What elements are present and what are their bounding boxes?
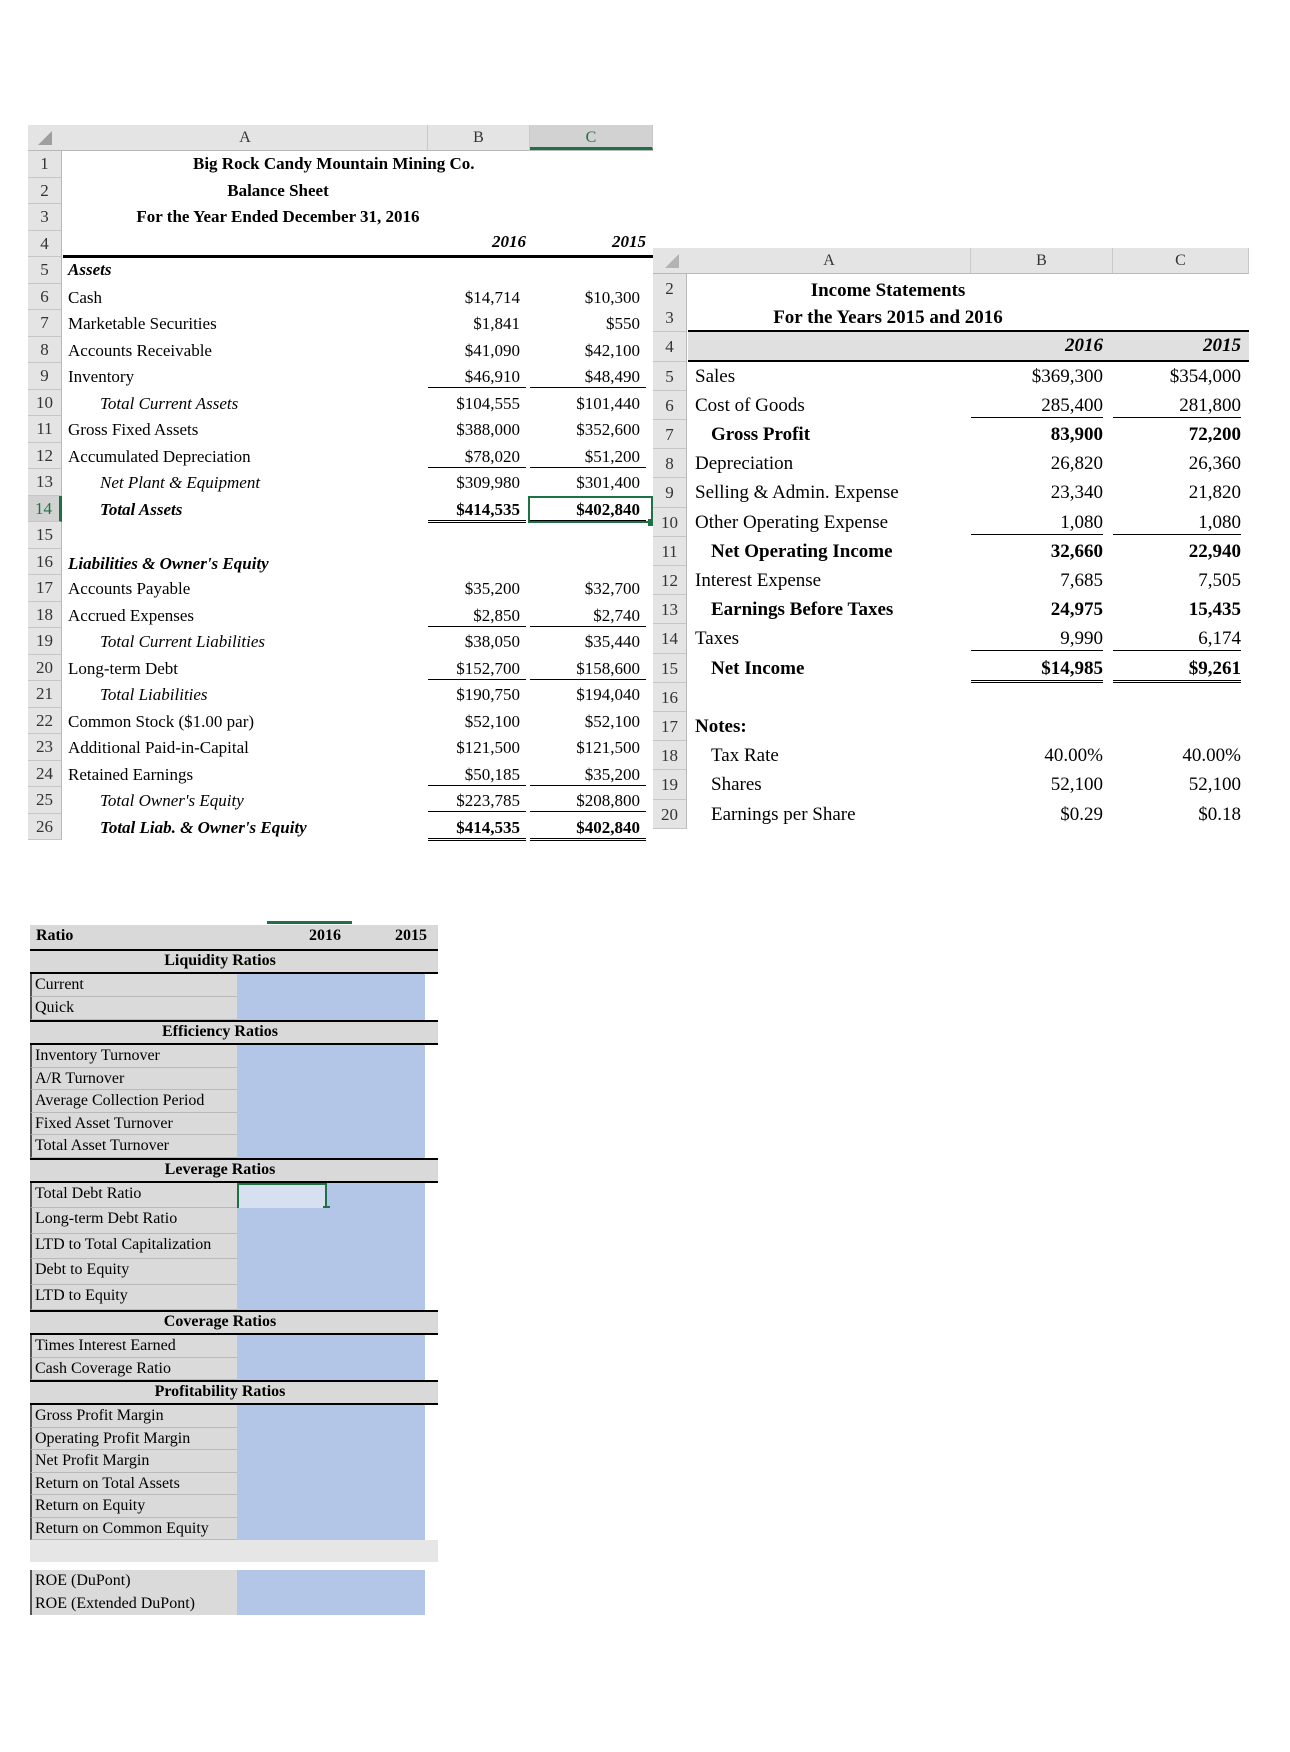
ratio-label-profitability: Gross Profit Margin xyxy=(35,1407,164,1424)
is-value-2016[interactable]: 24,975 xyxy=(1050,599,1103,621)
is-value-2015[interactable]: 72,200 xyxy=(1188,424,1241,445)
ratio-input-cell[interactable] xyxy=(237,1405,425,1428)
bs-row-number[interactable]: 2 xyxy=(28,178,62,205)
bs-col-b[interactable]: B xyxy=(428,125,530,150)
bs-value-2015[interactable]: $48,490 xyxy=(530,367,646,388)
bs-value-2016[interactable]: $121,500 xyxy=(456,738,520,757)
bs-row-number[interactable]: 20 xyxy=(28,655,62,682)
bs-value-2016[interactable]: $2,850 xyxy=(428,606,526,627)
ratio-input-cell[interactable] xyxy=(237,1593,425,1616)
ratio-input-cell[interactable] xyxy=(237,1068,425,1091)
is-value-2015[interactable]: $354,000 xyxy=(1169,365,1241,387)
is-value-2016[interactable]: 23,340 xyxy=(1050,482,1103,504)
bs-row-label: Total Owner's Equity xyxy=(100,791,244,810)
is-row-number[interactable]: 10 xyxy=(653,508,687,537)
bs-row-number[interactable]: 15 xyxy=(28,522,62,549)
bs-col-c[interactable]: C xyxy=(530,125,653,150)
section-title-coverage: Coverage Ratios xyxy=(163,1313,277,1330)
bs-liab-heading: Liabilities & Owner's Equity xyxy=(68,553,269,573)
is-row-label: Sales xyxy=(695,365,736,387)
bs-row-number[interactable]: 21 xyxy=(28,681,62,708)
bs-year-2016: 2016 xyxy=(492,231,526,251)
ratio-template xyxy=(30,925,480,1705)
is-row-label: Taxes xyxy=(695,628,740,650)
is-value-2016[interactable]: 32,660 xyxy=(1050,540,1103,562)
bs-value-2015[interactable]: $42,100 xyxy=(584,340,640,360)
bs-value-2015[interactable]: $101,440 xyxy=(576,393,640,413)
column-indicator xyxy=(267,921,352,924)
bs-row-number[interactable]: 19 xyxy=(28,628,62,655)
bs-row-number[interactable]: 7 xyxy=(28,310,62,337)
is-value-2016[interactable]: 1,080 xyxy=(971,512,1103,535)
is-note-2016[interactable]: 40.00% xyxy=(1044,745,1103,767)
bs-value-2016[interactable]: $104,555 xyxy=(456,393,520,413)
is-note-2015[interactable]: 40.00% xyxy=(1182,745,1241,767)
bs-value-2016[interactable]: $78,020 xyxy=(428,447,526,468)
bs-row-number[interactable]: 3 xyxy=(28,204,62,231)
ratio-input-cell[interactable] xyxy=(237,1358,425,1381)
ratio-label-efficiency: Average Collection Period xyxy=(35,1092,205,1109)
ratio-input-cell[interactable] xyxy=(237,1335,425,1358)
bs-row-label: Common Stock ($1.00 par) xyxy=(68,711,255,731)
is-value-2015[interactable]: 281,800 xyxy=(1113,395,1241,418)
is-col-c[interactable]: C xyxy=(1113,248,1249,273)
ratio-input-cell[interactable] xyxy=(237,1428,425,1451)
is-row-number[interactable]: 4 xyxy=(653,332,687,361)
bs-value-2016[interactable]: $414,535 xyxy=(428,818,526,841)
bs-row-number[interactable]: 4 xyxy=(28,231,62,258)
ratio-label-liquidity: Current xyxy=(35,976,84,993)
is-value-2016[interactable]: 285,400 xyxy=(971,395,1103,418)
bs-row-number[interactable]: 11 xyxy=(28,416,62,443)
is-row-number[interactable]: 13 xyxy=(653,595,687,624)
bs-value-2015[interactable]: $35,440 xyxy=(584,632,640,651)
bs-row-label: Marketable Securities xyxy=(68,314,217,333)
ratio-label-leverage: LTD to Total Capitalization xyxy=(35,1235,212,1253)
bs-value-2015[interactable]: $301,400 xyxy=(576,473,640,492)
is-col-b[interactable]: B xyxy=(971,248,1113,273)
is-header-rule-2 xyxy=(688,360,1249,362)
ratio-label-leverage: Total Debt Ratio xyxy=(35,1184,142,1202)
ratio-label-leverage: LTD to Equity xyxy=(35,1286,128,1304)
bs-header-rule xyxy=(63,255,653,258)
is-note-label: Earnings per Share xyxy=(711,803,856,825)
bs-value-2016[interactable]: $41,090 xyxy=(464,340,520,360)
ratio-input-cell[interactable] xyxy=(237,1234,425,1260)
bs-row-number[interactable]: 18 xyxy=(28,602,62,629)
is-row-number[interactable]: 18 xyxy=(653,741,687,770)
ratio-label-leverage: Long-term Debt Ratio xyxy=(35,1210,178,1227)
bs-row-number[interactable]: 13 xyxy=(28,469,62,496)
bs-value-2015[interactable]: $194,040 xyxy=(576,685,640,704)
is-row-label: Cost of Goods xyxy=(695,394,805,416)
bs-value-2015[interactable]: $352,600 xyxy=(576,420,640,439)
bs-row-number[interactable]: 10 xyxy=(28,390,62,417)
is-row-label: Interest Expense xyxy=(695,570,822,591)
is-note-2015[interactable]: $0.18 xyxy=(1198,803,1241,825)
bs-row-label: Total Current Liabilities xyxy=(100,632,266,651)
ratio-label-leverage: Debt to Equity xyxy=(35,1261,130,1278)
is-row-number[interactable]: 5 xyxy=(653,362,687,391)
bs-value-2016[interactable]: $35,200 xyxy=(464,579,520,598)
is-year-2015: 2015 xyxy=(1203,335,1241,357)
bs-value-2015[interactable]: $121,500 xyxy=(576,738,640,757)
ratio-header-2016: 2016 xyxy=(309,927,341,944)
bs-row-number[interactable]: 5 xyxy=(28,257,62,284)
bs-row-label: Additional Paid-in-Capital xyxy=(68,738,249,757)
is-row-number[interactable]: 16 xyxy=(653,683,687,712)
is-row-label: Selling & Admin. Expense xyxy=(695,482,899,504)
bs-row-number[interactable]: 9 xyxy=(28,363,62,390)
bs-row-label: Total Liabilities xyxy=(100,685,208,704)
bs-row-label: Accumulated Depreciation xyxy=(68,446,251,466)
bs-row-number[interactable]: 1 xyxy=(28,151,62,178)
is-value-2015[interactable]: 7,505 xyxy=(1198,570,1241,591)
is-row-number[interactable]: 9 xyxy=(653,478,687,507)
bs-row-label: Gross Fixed Assets xyxy=(68,420,199,439)
is-note-2016[interactable]: 52,100 xyxy=(1050,774,1103,796)
is-note-2015[interactable]: 52,100 xyxy=(1188,774,1241,796)
bs-row-number[interactable]: 6 xyxy=(28,284,62,311)
bs-row-number[interactable]: 23 xyxy=(28,734,62,761)
bs-value-2016[interactable]: $52,100 xyxy=(464,711,520,731)
ratio-header-label: Ratio xyxy=(36,927,74,944)
bs-value-2015[interactable]: $2,740 xyxy=(530,606,646,627)
bs-row-number[interactable]: 17 xyxy=(28,575,62,602)
is-row-label: Earnings Before Taxes xyxy=(711,599,894,621)
bs-row-label: Total Current Assets xyxy=(100,393,239,413)
ratio-input-cell[interactable] xyxy=(237,1473,425,1496)
is-value-2016[interactable]: 9,990 xyxy=(971,628,1103,651)
ratio-label-profitability: Net Profit Margin xyxy=(35,1452,150,1469)
ratio-input-cell[interactable] xyxy=(237,1570,425,1593)
is-value-2015[interactable]: 26,360 xyxy=(1188,453,1241,475)
bs-title: Balance Sheet xyxy=(227,180,329,200)
section-title-efficiency: Efficiency Ratios xyxy=(162,1023,278,1040)
is-row-number[interactable]: 8 xyxy=(653,449,687,478)
is-row-number[interactable]: 12 xyxy=(653,566,687,595)
ratio-input-cell[interactable] xyxy=(237,1495,425,1518)
ratio-label-profitability: Return on Common Equity xyxy=(35,1519,209,1537)
balance-sheet xyxy=(28,110,658,860)
blank-row xyxy=(30,1540,438,1562)
bs-company-title: Big Rock Candy Mountain Mining Co. xyxy=(193,154,475,173)
bs-row-number[interactable]: 12 xyxy=(28,443,62,470)
ratio-label-efficiency: Inventory Turnover xyxy=(35,1047,160,1064)
is-row-label: Gross Profit xyxy=(711,424,811,445)
is-row-number[interactable]: 2 xyxy=(653,274,687,323)
bs-row-number[interactable]: 14 xyxy=(28,496,62,523)
ratio-label-dupont: ROE (DuPont) xyxy=(35,1572,131,1589)
ratio-header-2015: 2015 xyxy=(395,927,427,944)
bs-column-headers xyxy=(28,125,653,151)
is-year-2016: 2016 xyxy=(1065,335,1103,357)
ratio-label-coverage: Times Interest Earned xyxy=(35,1337,176,1354)
is-note-label: Shares xyxy=(711,774,762,796)
is-note-2016[interactable]: $0.29 xyxy=(1060,803,1103,825)
active-ratio-cell[interactable] xyxy=(237,1183,327,1211)
is-value-2016[interactable]: 26,820 xyxy=(1050,453,1103,475)
section-title-profitability: Profitability Ratios xyxy=(154,1383,286,1400)
bs-value-2016[interactable]: $223,785 xyxy=(428,791,526,812)
active-cell-selection[interactable] xyxy=(528,496,653,524)
bs-row-label: Long-term Debt xyxy=(68,658,178,678)
ratio-label-profitability: Operating Profit Margin xyxy=(35,1429,191,1447)
bs-value-2015[interactable]: $402,840 xyxy=(530,500,646,523)
is-period: For the Years 2015 and 2016 xyxy=(773,307,1003,329)
is-value-2015[interactable]: 22,940 xyxy=(1188,540,1241,562)
is-value-2016[interactable]: 7,685 xyxy=(1060,570,1103,591)
bs-value-2015[interactable]: $208,800 xyxy=(530,791,646,812)
ratio-label-efficiency: Fixed Asset Turnover xyxy=(35,1114,173,1132)
ratio-input-cell[interactable] xyxy=(237,1045,425,1068)
bs-row-label: Total Liab. & Owner's Equity xyxy=(100,817,307,837)
bs-value-2016[interactable]: $388,000 xyxy=(456,420,520,439)
bs-row-label: Inventory xyxy=(68,367,135,386)
is-value-2015[interactable]: $9,261 xyxy=(1113,658,1241,683)
bs-row-number[interactable]: 8 xyxy=(28,337,62,364)
bs-period: For the Year Ended December 31, 2016 xyxy=(136,207,420,226)
bs-row-number[interactable]: 16 xyxy=(28,549,62,576)
is-row-number[interactable]: 11 xyxy=(653,537,687,566)
ratio-input-cell[interactable] xyxy=(237,1135,425,1158)
is-row-label: Depreciation xyxy=(695,453,794,475)
is-title: Income Statements xyxy=(810,280,966,301)
income-statement xyxy=(653,235,1253,865)
is-row-number[interactable]: 7 xyxy=(653,420,687,449)
bs-row-label: Accounts Receivable xyxy=(68,340,212,360)
is-row-number[interactable]: 19 xyxy=(653,770,687,799)
bs-value-2015[interactable]: $35,200 xyxy=(530,765,646,786)
select-all-corner[interactable] xyxy=(38,131,52,145)
bs-year-2015: 2015 xyxy=(612,231,646,251)
is-row-number[interactable]: 17 xyxy=(653,712,687,741)
select-all-corner-is[interactable] xyxy=(665,254,679,268)
bs-value-2015[interactable]: $10,300 xyxy=(584,287,640,307)
is-value-2016[interactable]: 83,900 xyxy=(1050,424,1103,445)
ratio-label-liquidity: Quick xyxy=(35,999,75,1016)
bs-value-2016[interactable]: $38,050 xyxy=(464,632,520,651)
ratio-input-cell[interactable] xyxy=(237,1285,425,1311)
ratio-input-cell[interactable] xyxy=(237,1259,425,1285)
bs-value-2016[interactable]: $152,700 xyxy=(428,659,526,680)
is-row-number[interactable]: 3 xyxy=(653,303,687,332)
bs-value-2016[interactable]: $14,714 xyxy=(464,287,520,307)
is-row-number[interactable]: 20 xyxy=(653,800,687,829)
ratio-label-profitability: Return on Total Assets xyxy=(35,1474,180,1492)
ratio-label-profitability: Return on Equity xyxy=(35,1497,146,1514)
bs-value-2015[interactable]: $51,200 xyxy=(530,447,646,468)
bs-value-2015[interactable]: $32,700 xyxy=(584,579,640,598)
is-row-label: Net Income xyxy=(711,657,805,679)
is-value-2016[interactable]: $369,300 xyxy=(1031,365,1103,387)
bs-value-2016[interactable]: $414,535 xyxy=(428,500,526,523)
bs-value-2015[interactable]: $402,840 xyxy=(530,818,646,841)
bs-row-label: Cash xyxy=(68,287,102,307)
section-title-liquidity: Liquidity Ratios xyxy=(164,952,276,969)
is-value-2015[interactable]: 15,435 xyxy=(1188,599,1241,621)
bs-row-number[interactable]: 22 xyxy=(28,708,62,735)
is-value-2015[interactable]: 21,820 xyxy=(1188,482,1241,504)
bs-assets-heading: Assets xyxy=(68,260,112,279)
ratio-label-coverage: Cash Coverage Ratio xyxy=(35,1359,171,1377)
bs-row-number[interactable]: 25 xyxy=(28,787,62,814)
ratio-label-efficiency: A/R Turnover xyxy=(35,1069,125,1087)
bs-value-2016[interactable]: $50,185 xyxy=(428,765,526,786)
is-notes-heading: Notes: xyxy=(695,716,747,737)
bs-row-label: Accrued Expenses xyxy=(68,605,195,625)
is-column-headers xyxy=(653,248,1249,274)
ratio-input-cell[interactable] xyxy=(237,1113,425,1136)
is-value-2016[interactable]: $14,985 xyxy=(971,658,1103,683)
is-row-number[interactable]: 14 xyxy=(653,624,687,653)
ratio-label-dupont: ROE (Extended DuPont) xyxy=(35,1594,195,1612)
section-title-leverage: Leverage Ratios xyxy=(164,1160,276,1178)
bs-value-2015[interactable]: $158,600 xyxy=(530,659,646,680)
ratio-input-cell[interactable] xyxy=(237,997,425,1020)
is-row-number[interactable]: 15 xyxy=(653,654,687,683)
bs-row-number[interactable]: 24 xyxy=(28,761,62,788)
is-row-number[interactable]: 6 xyxy=(653,391,687,420)
bs-row-label: Accounts Payable xyxy=(68,579,191,598)
bs-value-2016[interactable]: $1,841 xyxy=(473,314,520,333)
bs-col-a[interactable]: A xyxy=(63,125,428,150)
is-note-label: Tax Rate xyxy=(711,745,779,767)
is-row-label: Net Operating Income xyxy=(711,540,893,562)
is-col-a[interactable]: A xyxy=(688,248,971,273)
bs-value-2016[interactable]: $190,750 xyxy=(456,685,520,704)
is-row-label: Other Operating Expense xyxy=(695,511,889,533)
bs-row-label: Total Assets xyxy=(100,499,183,519)
is-value-2015[interactable]: 6,174 xyxy=(1113,628,1241,651)
bs-row-number[interactable]: 26 xyxy=(28,814,62,841)
ratio-input-cell[interactable] xyxy=(237,1090,425,1113)
ratio-input-cell[interactable] xyxy=(237,1450,425,1473)
is-value-2015[interactable]: 1,080 xyxy=(1113,512,1241,535)
bs-row-label: Retained Earnings xyxy=(68,764,194,784)
bs-value-2015[interactable]: $52,100 xyxy=(584,711,640,731)
bs-value-2016[interactable]: $46,910 xyxy=(428,367,526,388)
bs-row-label: Net Plant & Equipment xyxy=(100,473,261,492)
ratio-input-cell[interactable] xyxy=(237,974,425,997)
ratio-input-cell[interactable] xyxy=(237,1208,425,1234)
bs-value-2015[interactable]: $550 xyxy=(606,314,640,333)
ratio-input-cell[interactable] xyxy=(237,1518,425,1541)
bs-value-2016[interactable]: $309,980 xyxy=(456,473,520,492)
ratio-label-efficiency: Total Asset Turnover xyxy=(35,1137,169,1154)
